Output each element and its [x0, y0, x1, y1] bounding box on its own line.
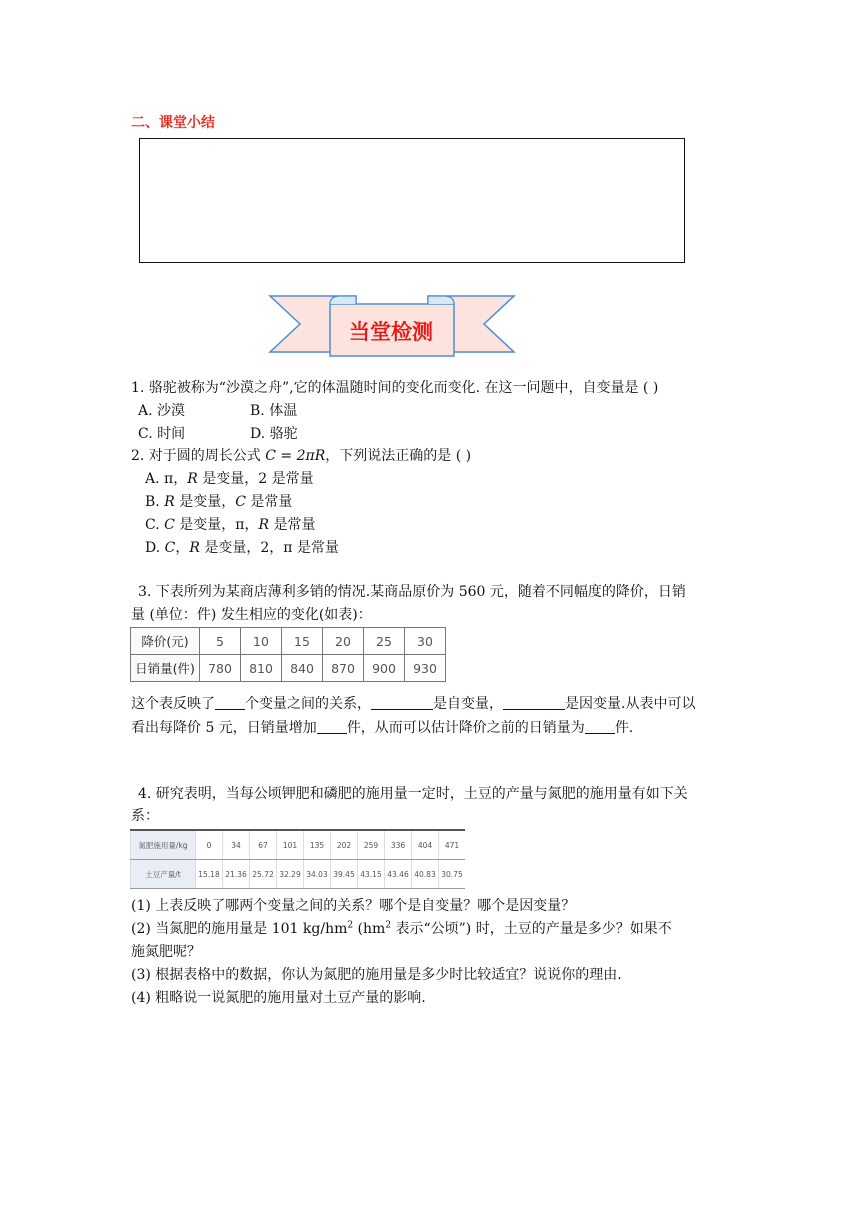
q2-a-post: 是变量，2 是常量	[197, 471, 314, 487]
table-cell: 5	[200, 628, 241, 655]
table-cell: 900	[364, 655, 405, 682]
q3-line1: 3. 下表所列为某商店薄利多销的情况.某商品原价为 560 元，随着不同幅度的降价，日销	[138, 584, 686, 600]
q2-a-pre: A. π，	[145, 471, 188, 487]
q4-sub3: (3) 根据表格中的数据，你认为氮肥的施用量是多少时比较适宜？说说你的理由.	[131, 967, 622, 983]
q3-text: 是自变量，	[433, 696, 503, 712]
table-cell: 870	[323, 655, 364, 682]
table-row	[131, 830, 466, 860]
q1-option-c: C. 时间	[138, 426, 186, 442]
table-cell: 780	[200, 655, 241, 682]
q2-d-pre: D.	[145, 540, 165, 556]
q3-text: 看出每降价 5 元，日销量增加	[131, 720, 317, 736]
table-cell: 21.36	[223, 860, 250, 889]
q2-b-mid: 是变量，	[174, 494, 236, 510]
q4-sub2-text: (2) 当氮肥的施用量是 101 kg/hm	[131, 921, 348, 937]
q2-stem-pre: 2. 对于圆的周长公式	[131, 448, 266, 464]
table-cell: 34.03	[304, 860, 331, 889]
table-cell: 43.46	[385, 860, 412, 889]
table-cell: 15	[282, 628, 323, 655]
answer-blank[interactable]	[317, 719, 347, 734]
table-cell: 67	[250, 830, 277, 860]
q4-sub1: (1) 上表反映了哪两个变量之间的关系？哪个是自变量？哪个是因变量？	[131, 898, 576, 914]
q3-fill-line1	[131, 693, 695, 713]
table-cell: 43.15	[358, 860, 385, 889]
table-cell: 259	[358, 830, 385, 860]
q4-sub2-sup: 2	[347, 920, 354, 931]
table-cell: 840	[282, 655, 323, 682]
q2-option-d	[145, 537, 339, 557]
q3-line2: 量 (单位：件) 发生相应的变化(如表)：	[131, 607, 372, 623]
table-cell: 39.45	[331, 860, 358, 889]
q2-stem	[131, 445, 471, 465]
q2-stem-post: ，下列说法正确的是 ( )	[325, 448, 472, 464]
q2-c-mid: 是变量，π，	[174, 517, 259, 533]
table-cell: 135	[304, 830, 331, 860]
table-cell: 101	[277, 830, 304, 860]
table-cell: 336	[385, 830, 412, 860]
q4-sub2-text: 表示“公顷”) 时，土豆的产量是多少？如果不	[391, 921, 672, 937]
q3-text: 是因变量.从表中可以	[565, 696, 696, 712]
table-cell: 471	[439, 830, 466, 860]
q2-option-a	[145, 468, 314, 488]
table-row	[131, 655, 446, 682]
table-row	[131, 628, 446, 655]
table-cell: 810	[241, 655, 282, 682]
table-header-cell: 降价(元)	[131, 628, 200, 655]
answer-blank[interactable]	[371, 695, 433, 710]
banner-label: 当堂检测	[349, 320, 433, 344]
q1-option-b: B. 体温	[250, 403, 298, 419]
q4-table	[130, 829, 465, 889]
q2-c-var2: R	[258, 517, 270, 533]
section-title: 二、课堂小结	[131, 115, 215, 131]
q4-sub2	[131, 918, 672, 938]
table-cell: 30	[405, 628, 446, 655]
q3-text: 个变量之间的关系，	[245, 696, 371, 712]
table-cell: 40.83	[412, 860, 439, 889]
q2-a-var: R	[187, 471, 198, 487]
q2-b-pre: B.	[145, 494, 165, 510]
q4-sub2-text: (hm	[353, 921, 386, 937]
q4-sub2-line2: 施氮肥呢？	[131, 944, 201, 960]
q1-option-a: A. 沙漠	[138, 403, 186, 419]
q4-line2: 系：	[131, 808, 159, 824]
q3-text: 这个表反映了	[131, 696, 215, 712]
summary-box	[139, 138, 685, 263]
answer-blank[interactable]	[585, 719, 615, 734]
table-cell: 32.29	[277, 860, 304, 889]
q2-b-post: 是常量	[245, 494, 293, 510]
q2-formula: C = 2πR	[265, 448, 326, 464]
table-header-cell: 氮肥施用量/kg	[131, 830, 196, 860]
table-cell: 0	[196, 830, 223, 860]
q2-d-post: 是变量，2，π 是常量	[199, 540, 339, 556]
q2-c-pre: C.	[145, 517, 165, 533]
table-cell: 25.72	[250, 860, 277, 889]
q3-text: 件.	[614, 720, 634, 736]
q4-sub2-sup: 2	[385, 920, 392, 931]
q3-table	[130, 627, 446, 682]
q3-fill-line2	[131, 717, 633, 737]
table-cell: 15.18	[196, 860, 223, 889]
q4-line1: 4. 研究表明，当每公顷钾肥和磷肥的施用量一定时，土豆的产量与氮肥的施用量有如下关	[138, 786, 688, 802]
q2-c-var1: C	[164, 517, 175, 533]
answer-blank[interactable]	[503, 695, 565, 710]
answer-blank[interactable]	[215, 695, 245, 710]
q2-option-b	[145, 491, 292, 511]
table-cell: 404	[412, 830, 439, 860]
table-row	[131, 860, 466, 889]
q2-c-post: 是常量	[269, 517, 316, 533]
q1-option-d: D. 骆驼	[250, 426, 298, 442]
table-cell: 25	[364, 628, 405, 655]
table-cell: 10	[241, 628, 282, 655]
q3-text: 件，从而可以估计降价之前的日销量为	[346, 720, 585, 736]
table-header-cell: 土豆产量/t	[131, 860, 196, 889]
table-cell: 930	[405, 655, 446, 682]
table-header-cell: 日销量(件)	[131, 655, 200, 682]
table-cell: 20	[323, 628, 364, 655]
q1-stem: 1. 骆驼被称为“沙漠之舟”,它的体温随时间的变化而变化. 在这一问题中，自变量是 ( )	[131, 380, 659, 396]
q2-option-c	[145, 514, 316, 534]
q2-b-var2: C	[235, 494, 246, 510]
q2-d-var1: C	[164, 540, 176, 556]
q2-b-var1: R	[164, 494, 175, 510]
table-cell: 202	[331, 830, 358, 860]
q2-d-mid: ，	[175, 540, 190, 556]
table-cell: 34	[223, 830, 250, 860]
q2-d-var2: R	[189, 540, 200, 556]
q4-sub4: (4) 粗略说一说氮肥的施用量对土豆产量的影响.	[131, 990, 426, 1006]
table-cell: 30.75	[439, 860, 466, 889]
